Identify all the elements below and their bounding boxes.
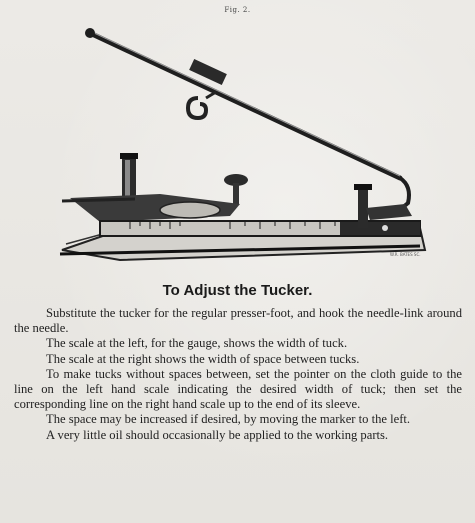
needle-hook xyxy=(188,92,216,118)
section-heading: To Adjust the Tucker. xyxy=(162,282,313,299)
instructions-text xyxy=(14,306,462,443)
paragraph: A very little oil should occasionally be applied to the working parts. xyxy=(46,427,389,442)
thumb-screw xyxy=(224,174,248,205)
paragraph: The space may be increased if desired, by moving the marker to the left. xyxy=(46,412,411,427)
tucker-carriage xyxy=(62,194,240,222)
engraving-mark: W.R. BATES SC. xyxy=(390,252,421,257)
figure-label: Fig. 2. xyxy=(224,6,251,14)
tucker-attachment-illustration xyxy=(40,18,450,273)
paragraph: To make tucks without spaces between, set the pointer on the cloth guide to the line on the left hand scale indicating the desired width of tuck; then set the corresponding line on the right hand scale up to the end of its sleeve. xyxy=(14,366,462,412)
paragraph: Substitute the tucker for the regular presser-foot, and hook the needle-link around the needle. xyxy=(14,306,462,336)
paragraph: The scale at the left, for the gauge, shows the width of tuck. xyxy=(46,336,348,351)
scale-bar xyxy=(100,221,420,236)
paragraph: The scale at the right shows the width of space between tucks. xyxy=(46,351,360,366)
